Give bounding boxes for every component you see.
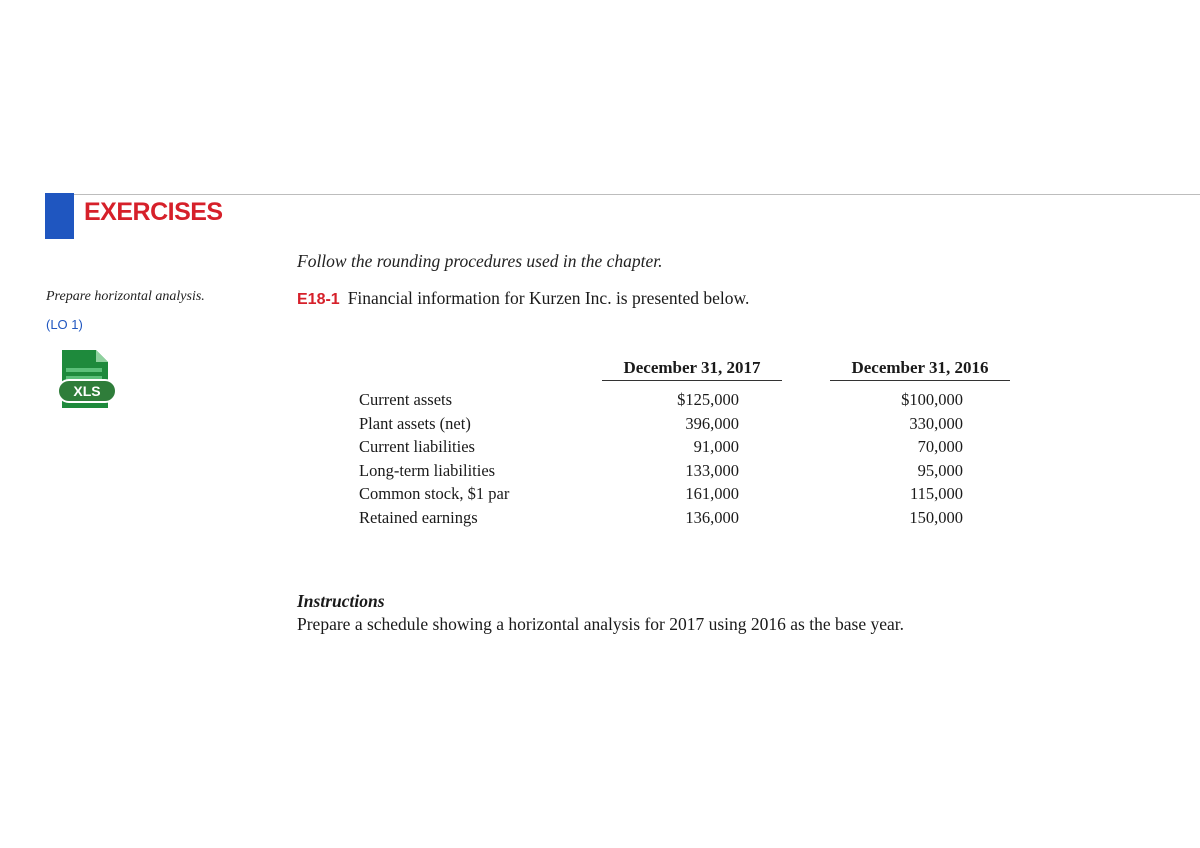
xls-file-icon[interactable] — [56, 348, 120, 412]
column-gap — [739, 482, 843, 506]
value-2016: 150,000 — [909, 507, 963, 527]
value-2017: 91,000 — [693, 437, 739, 456]
table-row — [359, 506, 963, 530]
value-2017: 396,000 — [685, 413, 739, 433]
table-row — [359, 388, 963, 412]
column-gap — [739, 435, 843, 459]
value-2016: 330,000 — [909, 413, 963, 433]
instructions-heading: Instructions — [297, 591, 385, 611]
exercise-id: E18-1 — [297, 291, 340, 308]
column-header-2017: December 31, 2017 — [602, 358, 782, 381]
exercise-statement — [297, 288, 749, 309]
value-2017: 161,000 — [685, 484, 739, 503]
exercise-text: Financial information for Kurzen Inc. is presented below. — [347, 288, 750, 308]
instructions-text: Prepare a schedule showing a horizontal analysis for 2017 using 2016 as the base year. — [297, 614, 904, 634]
section-marker — [45, 193, 74, 239]
value-2017: $125,000 — [677, 390, 739, 409]
value-2016: 70,000 — [917, 437, 963, 456]
section-title: EXERCISES — [84, 198, 223, 226]
column-gap — [739, 412, 843, 436]
table-row — [359, 435, 963, 459]
column-gap — [739, 388, 843, 412]
row-label: Plant assets (net) — [359, 413, 471, 433]
row-label: Long-term liabilities — [359, 460, 496, 480]
section-divider — [74, 194, 1200, 195]
value-2016: 115,000 — [909, 484, 963, 503]
column-gap — [739, 506, 843, 530]
rounding-note: Follow the rounding procedures used in the chapter. — [297, 251, 663, 271]
value-2016: 95,000 — [917, 460, 963, 480]
learning-objective: Prepare horizontal analysis. — [46, 289, 205, 304]
row-label: Common stock, $1 par — [359, 484, 510, 503]
row-label: Current liabilities — [359, 437, 475, 456]
column-header-2016: December 31, 2016 — [830, 358, 1010, 381]
row-label: Retained earnings — [359, 507, 478, 527]
table-row — [359, 459, 963, 483]
row-label: Current assets — [359, 390, 453, 409]
table-row — [359, 412, 963, 436]
value-2016: $100,000 — [901, 390, 963, 409]
column-gap — [739, 459, 843, 483]
learning-objective-ref: (LO 1) — [46, 317, 83, 332]
xls-label: XLS — [73, 383, 101, 399]
table-row — [359, 482, 963, 506]
value-2017: 133,000 — [685, 460, 739, 480]
value-2017: 136,000 — [685, 507, 739, 527]
financial-table — [359, 388, 963, 529]
